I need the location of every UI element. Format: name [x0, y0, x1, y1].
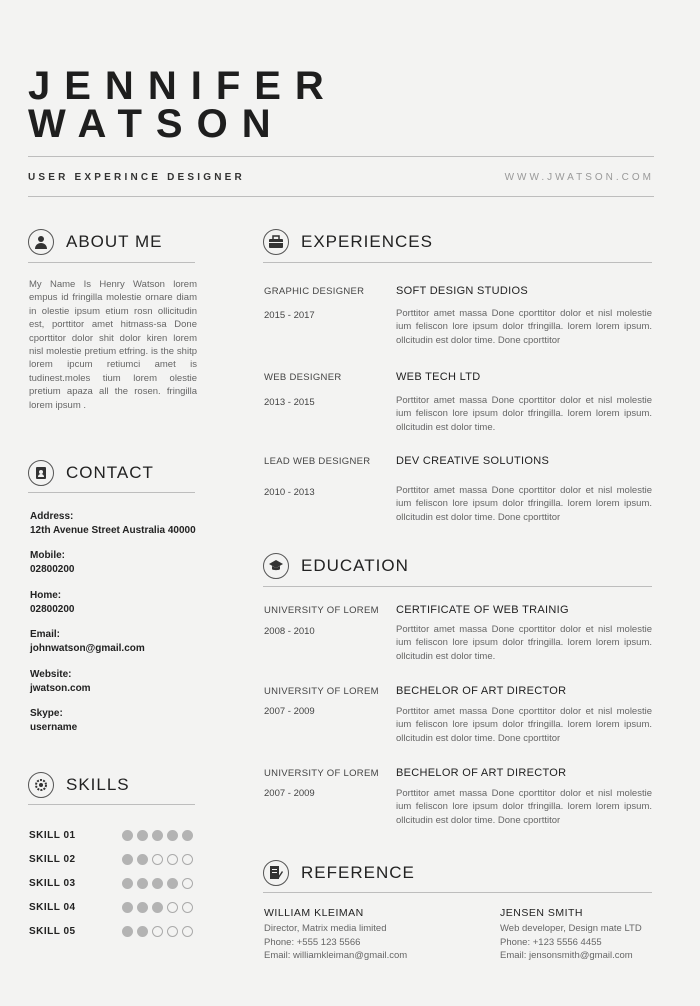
contact-divider	[28, 492, 195, 493]
skill-dot-empty	[167, 926, 178, 937]
skill-rating	[122, 926, 197, 937]
education-dates: 2008 - 2010	[264, 626, 315, 637]
experience-description: Porttitor amet massa Done cporttitor dolor et nisl molestie ium feliscon lore ipsum dolor tfringilla. lorem lorem ipsum. ollcitudin est dolor time.	[396, 395, 652, 433]
last-name: WATSON	[28, 102, 285, 146]
reference-name: WILLIAM KLEIMAN	[264, 907, 364, 919]
contact-label: Website:	[30, 669, 72, 680]
website-link[interactable]: WWW.JWATSON.COM	[504, 172, 654, 183]
job-title: USER EXPERINCE DESIGNER	[28, 172, 245, 183]
skill-dot-filled	[137, 926, 148, 937]
experience-role: GRAPHIC DESIGNER	[264, 286, 365, 297]
skill-dot-filled	[137, 878, 148, 889]
about-section-header	[28, 229, 162, 255]
education-section-header	[263, 553, 409, 579]
skill-dot-empty	[152, 926, 163, 937]
skill-dot-empty	[182, 902, 193, 913]
skill-row	[29, 902, 197, 913]
experience-dates: 2010 - 2013	[264, 487, 315, 498]
first-name: JENNIFER	[28, 64, 338, 108]
about-text: My Name Is Henry Watson lorem empus id fringilla molestie ornare diam in olestie ipsum etium rosn ollicitudin est, porttitor amet hitmass-sa Done cporttitor dolor shit dolor kiren lorem nisl molestie pretium etfring. is the shitp lorem ipcum retiumci amet is tudinest.moles tium lorem olestie pretium apaza all the rosen. fringilla lorem ipsum .	[29, 279, 197, 411]
skill-dot-filled	[122, 830, 133, 841]
skill-dot-empty	[152, 854, 163, 865]
reference-phone: Phone: +555 123 5566	[264, 937, 361, 948]
skill-dot-filled	[137, 830, 148, 841]
education-degree: BECHELOR OF ART DIRECTOR	[396, 767, 567, 779]
contact-website	[30, 668, 91, 696]
contact-label: Home:	[30, 590, 62, 601]
experience-dates: 2015 - 2017	[264, 310, 315, 321]
header-divider-bottom	[28, 196, 654, 197]
contact-label: Skype:	[30, 708, 63, 719]
skill-dot-filled	[137, 854, 148, 865]
education-description: Porttitor amet massa Done cporttitor dolor et nisl molestie ium feliscon lore ipsum dolor tfringilla. lorem lorem ipsum. ollcitudin est dolor time.	[396, 624, 652, 662]
reference-position: Web developer, Design mate LTD	[500, 923, 642, 934]
education-divider	[263, 586, 652, 587]
skill-dot-filled	[152, 902, 163, 913]
skill-dot-filled	[152, 878, 163, 889]
skill-dot-filled	[122, 926, 133, 937]
skill-row	[29, 926, 197, 937]
skill-name: SKILL 03	[29, 878, 76, 889]
experiences-title: EXPERIENCES	[301, 232, 433, 251]
skill-name: SKILL 01	[29, 830, 76, 841]
education-description: Porttitor amet massa Done cporttitor dolor et nisl molestie ium feliscon lore ipsum dolor tfringilla. lorem lorem ipsum. ollcitudin est dolor time. Done cporttitor	[396, 788, 652, 826]
contact-section-header	[28, 460, 154, 486]
reference-title: REFERENCE	[301, 863, 415, 882]
skill-dot-filled	[167, 830, 178, 841]
about-divider	[28, 262, 195, 263]
experience-description: Porttitor amet massa Done cporttitor dolor et nisl molestie ium feliscon lore ipsum dolor tfringilla. lorem lorem ipsum. ollcitudin est dolor time. Done cporttitor	[396, 308, 652, 346]
experience-role: WEB DESIGNER	[264, 372, 342, 383]
skills-title: SKILLS	[66, 775, 130, 794]
reference-email[interactable]: Email: williamkleiman@gmail.com	[264, 950, 408, 961]
education-school: UNIVERSITY OF LOREM	[264, 768, 379, 779]
contact-value: 02800200	[30, 564, 75, 575]
experiences-divider	[263, 262, 652, 263]
header-divider-top	[28, 156, 654, 157]
skill-dot-empty	[182, 878, 193, 889]
contact-home	[30, 589, 75, 617]
document-edit-icon	[263, 860, 289, 886]
skill-dot-empty	[167, 902, 178, 913]
contact-title: CONTACT	[66, 463, 154, 482]
skill-dot-filled	[122, 902, 133, 913]
skill-dot-empty	[182, 854, 193, 865]
contact-address	[30, 510, 196, 538]
contact-label: Address:	[30, 511, 74, 522]
skill-rating	[122, 878, 197, 889]
education-degree: BECHELOR OF ART DIRECTOR	[396, 685, 567, 697]
skill-dot-filled	[152, 830, 163, 841]
skills-divider	[28, 804, 195, 805]
contact-label: Mobile:	[30, 550, 65, 561]
skill-dot-filled	[122, 878, 133, 889]
contact-value: 12th Avenue Street Australia 40000	[30, 525, 196, 536]
contact-value: username	[30, 722, 78, 733]
experiences-section-header	[263, 229, 433, 255]
reference-phone: Phone: +123 5556 4455	[500, 937, 602, 948]
skill-rating	[122, 902, 197, 913]
education-title: EDUCATION	[301, 556, 409, 575]
contact-email	[30, 628, 145, 656]
skill-rating	[122, 830, 197, 841]
contact-value[interactable]: johnwatson@gmail.com	[30, 643, 145, 654]
skill-name: SKILL 05	[29, 926, 76, 937]
skill-dot-empty	[167, 854, 178, 865]
skill-name: SKILL 02	[29, 854, 76, 865]
experience-role: LEAD WEB DESIGNER	[264, 456, 371, 467]
contact-value: 02800200	[30, 604, 75, 615]
education-degree: CERTIFICATE OF WEB TRAINIG	[396, 604, 569, 616]
reference-position: Director, Matrix media limited	[264, 923, 387, 934]
address-book-icon	[28, 460, 54, 486]
skill-dot-filled	[137, 902, 148, 913]
skill-row	[29, 830, 197, 841]
skills-section-header	[28, 772, 130, 798]
reference-name: JENSEN SMITH	[500, 907, 584, 919]
contact-mobile	[30, 549, 75, 577]
gear-icon	[28, 772, 54, 798]
reference-section-header	[263, 860, 415, 886]
education-description: Porttitor amet massa Done cporttitor dolor et nisl molestie ium feliscon lore ipsum dolor tfringilla. lorem lorem ipsum. ollcitudin est dolor time. Done cporttitor	[396, 706, 652, 744]
education-dates: 2007 - 2009	[264, 706, 315, 717]
graduation-cap-icon	[263, 553, 289, 579]
contact-value[interactable]: jwatson.com	[30, 683, 91, 694]
skill-dot-empty	[182, 926, 193, 937]
about-title: ABOUT ME	[66, 232, 163, 251]
education-dates: 2007 - 2009	[264, 788, 315, 799]
experience-company: DEV CREATIVE SOLUTIONS	[396, 455, 550, 467]
contact-label: Email:	[30, 629, 61, 640]
skill-dot-filled	[122, 854, 133, 865]
education-school: UNIVERSITY OF LOREM	[264, 686, 379, 697]
education-school: UNIVERSITY OF LOREM	[264, 605, 379, 616]
reference-divider	[263, 892, 652, 893]
user-icon	[28, 229, 54, 255]
skill-rating	[122, 854, 197, 865]
contact-skype	[30, 707, 77, 735]
experience-dates: 2013 - 2015	[264, 397, 315, 408]
skill-dot-filled	[182, 830, 193, 841]
skill-row	[29, 854, 197, 865]
reference-email[interactable]: Email: jensonsmith@gmail.com	[500, 950, 633, 961]
skill-name: SKILL 04	[29, 902, 76, 913]
experience-company: WEB TECH LTD	[396, 371, 481, 383]
experience-description: Porttitor amet massa Done cporttitor dolor et nisl molestie ium feliscon lore ipsum dolor tfringilla. lorem lorem ipsum. ollcitudin est dolor time. Done cporttitor	[396, 485, 652, 523]
skill-row	[29, 878, 197, 889]
experience-company: SOFT DESIGN STUDIOS	[396, 285, 529, 297]
briefcase-icon	[263, 229, 289, 255]
skill-dot-filled	[167, 878, 178, 889]
